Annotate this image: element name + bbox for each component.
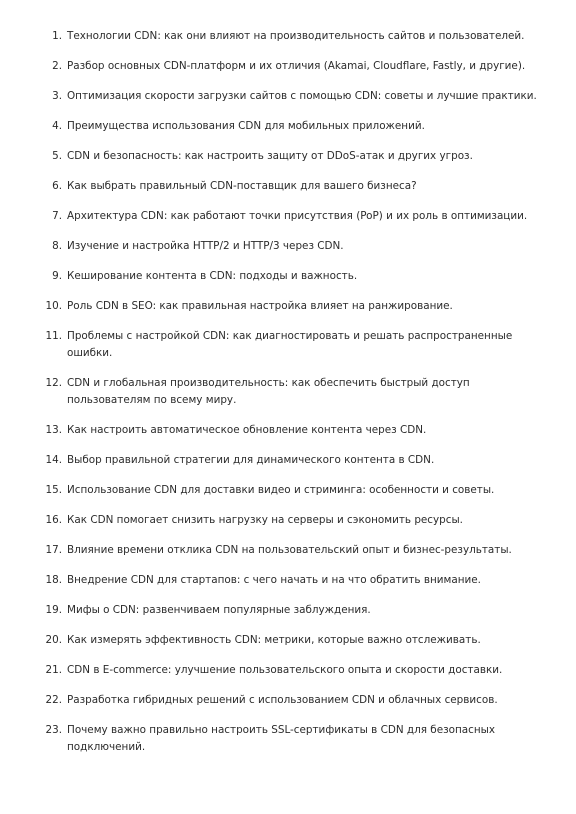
item-number: 22. (45, 694, 62, 706)
item-text: Как выбрать правильный CDN-поставщик для вашего бизнеса? (67, 180, 417, 192)
item-text: Как измерять эффективность CDN: метрики, которые важно отслеживать. (67, 634, 481, 646)
item-text: Технологии CDN: как они влияют на производительность сайтов и пользователей. (67, 30, 525, 42)
list-item (0, 572, 576, 589)
item-number: 19. (45, 604, 62, 616)
list-item (0, 58, 576, 75)
item-number: 15. (45, 484, 62, 496)
item-number: 8. (52, 240, 62, 252)
item-number: 4. (52, 120, 62, 132)
list-item (0, 512, 576, 529)
list-item (0, 662, 576, 679)
item-text: Внедрение CDN для стартапов: с чего начать и на что обратить внимание. (67, 574, 481, 586)
item-text: CDN в E-commerce: улучшение пользовательского опыта и скорости доставки. (67, 664, 503, 676)
item-text: CDN и безопасность: как настроить защиту от DDoS-атак и других угроз. (67, 150, 473, 162)
list-item (0, 328, 576, 362)
item-number: 12. (45, 377, 62, 389)
item-text: Использование CDN для доставки видео и стриминга: особенности и советы. (67, 484, 495, 496)
item-number: 17. (45, 544, 62, 556)
item-number: 1. (52, 30, 62, 42)
list-item (0, 208, 576, 225)
item-text: Оптимизация скорости загрузки сайтов с помощью CDN: советы и лучшие практики. (67, 90, 537, 102)
item-text: Изучение и настройка HTTP/2 и HTTP/3 через CDN. (67, 240, 344, 252)
item-number: 6. (52, 180, 62, 192)
item-text: Мифы о CDN: развенчиваем популярные заблуждения. (67, 604, 371, 616)
list-item (0, 148, 576, 165)
item-number: 20. (45, 634, 62, 646)
list-item (0, 88, 576, 105)
item-number: 3. (52, 90, 62, 102)
item-text: Проблемы с настройкой CDN: как диагностировать и решать распространенные ошибки. (67, 330, 513, 359)
list-item (0, 482, 576, 499)
item-number: 9. (52, 270, 62, 282)
topic-list (0, 28, 576, 756)
list-item (0, 28, 576, 45)
list-item (0, 178, 576, 195)
item-text: Разбор основных CDN-платформ и их отличия (Akamai, Cloudflare, Fastly, и другие). (67, 60, 526, 72)
item-text: Архитектура CDN: как работают точки присутствия (PoP) и их роль в оптимизации. (67, 210, 528, 222)
item-text: Почему важно правильно настроить SSL-сертификаты в CDN для безопасных подключений. (67, 724, 495, 753)
list-item (0, 375, 576, 409)
list-item (0, 118, 576, 135)
list-item (0, 692, 576, 709)
item-number: 14. (45, 454, 62, 466)
item-number: 5. (52, 150, 62, 162)
list-item (0, 268, 576, 285)
item-text: Выбор правильной стратегии для динамического контента в CDN. (67, 454, 435, 466)
item-text: Как CDN помогает снизить нагрузку на серверы и сэкономить ресурсы. (67, 514, 463, 526)
item-text: Кеширование контента в CDN: подходы и важность. (67, 270, 358, 282)
list-item (0, 602, 576, 619)
item-number: 10. (45, 300, 62, 312)
item-number: 18. (45, 574, 62, 586)
item-number: 7. (52, 210, 62, 222)
item-number: 11. (45, 330, 62, 342)
list-item (0, 298, 576, 315)
list-item (0, 542, 576, 559)
item-text: Разработка гибридных решений с использованием CDN и облачных сервисов. (67, 694, 498, 706)
item-text: CDN и глобальная производительность: как обеспечить быстрый доступ пользователям по всему миру. (67, 377, 470, 406)
item-number: 21. (45, 664, 62, 676)
item-text: Влияние времени отклика CDN на пользовательский опыт и бизнес-результаты. (67, 544, 512, 556)
list-item (0, 238, 576, 255)
item-text: Преимущества использования CDN для мобильных приложений. (67, 120, 425, 132)
item-number: 23. (45, 724, 62, 736)
item-number: 16. (45, 514, 62, 526)
list-item (0, 422, 576, 439)
item-text: Роль CDN в SEO: как правильная настройка влияет на ранжирование. (67, 300, 453, 312)
item-number: 2. (52, 60, 62, 72)
document-page (0, 28, 576, 769)
list-item (0, 452, 576, 469)
list-item (0, 632, 576, 649)
item-number: 13. (45, 424, 62, 436)
list-item (0, 722, 576, 756)
item-text: Как настроить автоматическое обновление контента через CDN. (67, 424, 427, 436)
